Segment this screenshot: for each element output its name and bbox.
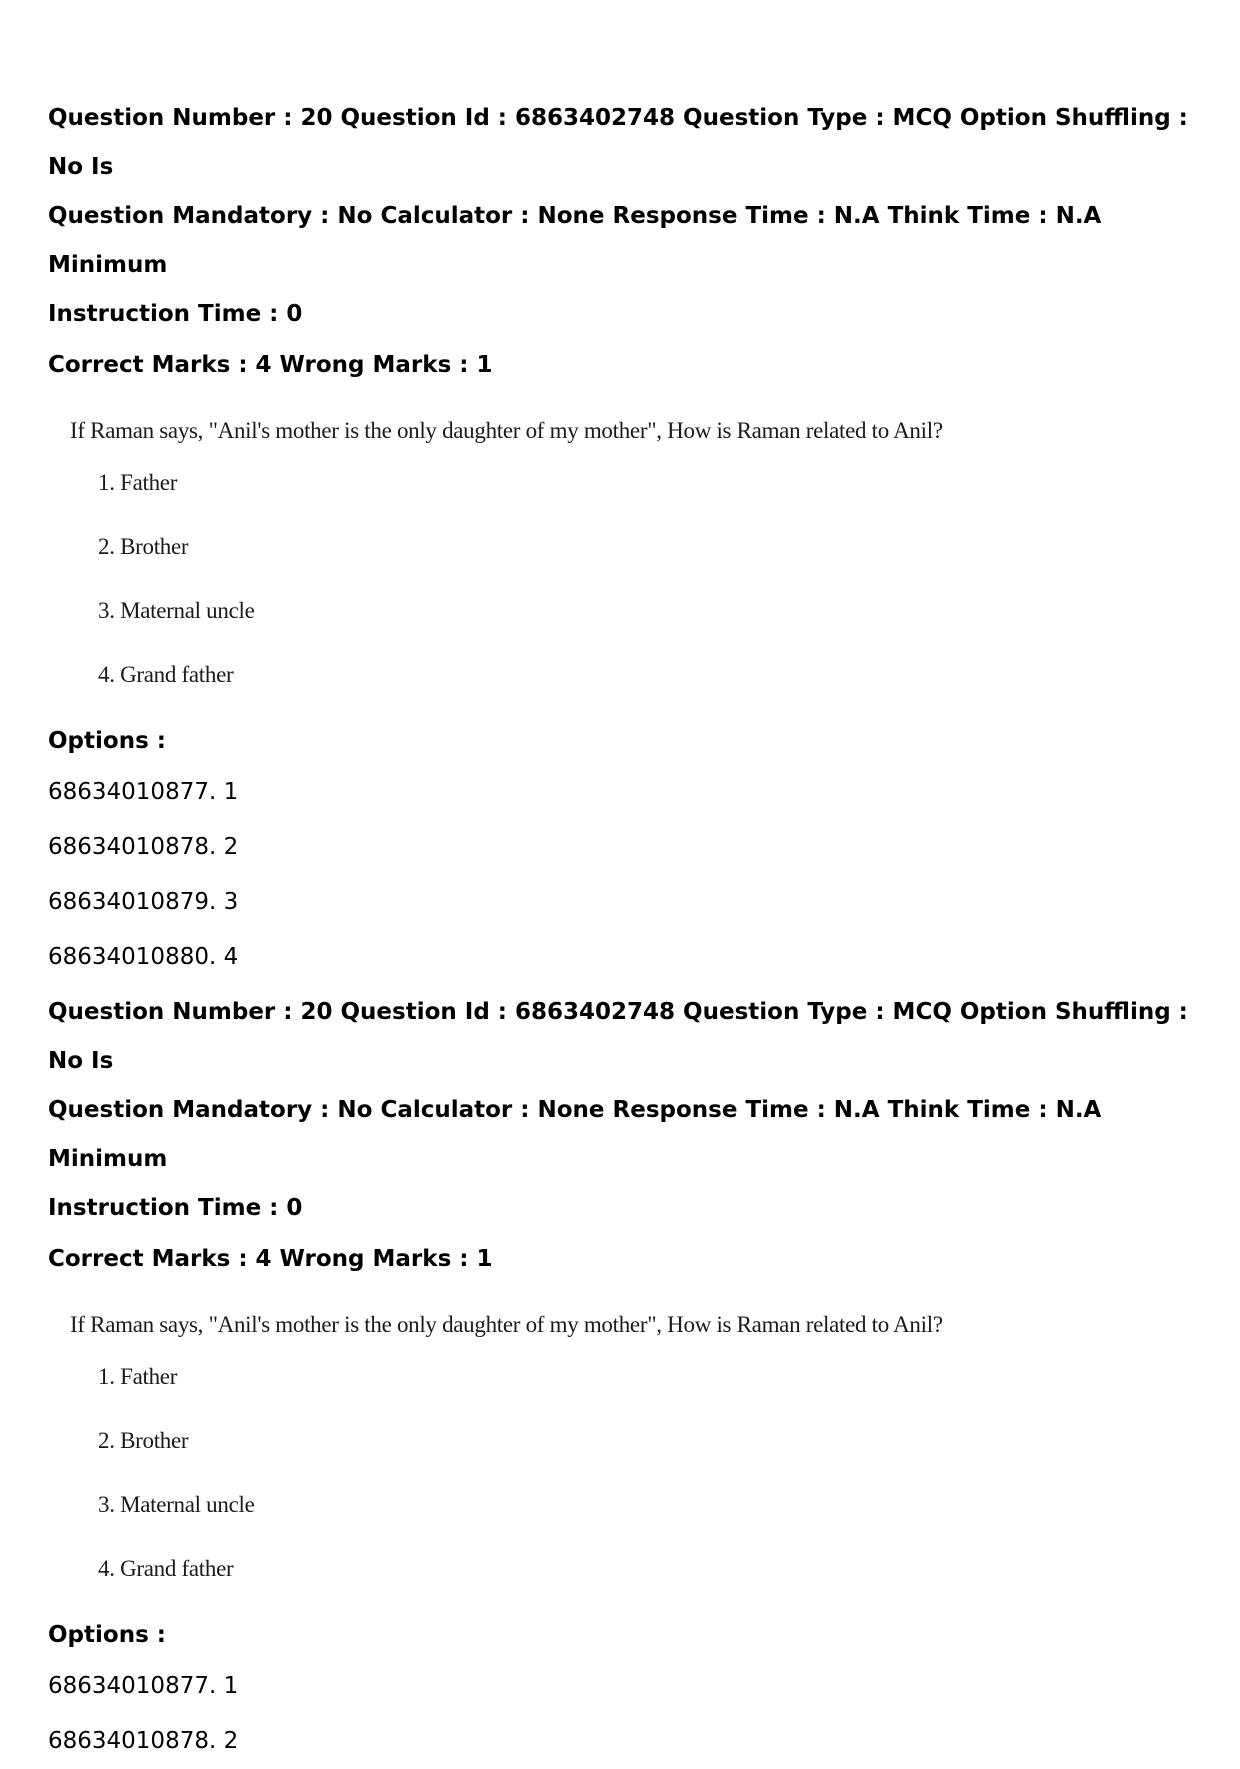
- option-row: 68634010879. 3: [48, 889, 239, 915]
- choice-item: 1. Father: [98, 470, 178, 495]
- marks-line: Correct Marks : 4 Wrong Marks : 1: [48, 1246, 493, 1272]
- option-row: 68634010878. 2: [48, 834, 239, 860]
- choice-item: 4. Grand father: [98, 1556, 234, 1581]
- choice-item: 3. Maternal uncle: [98, 598, 255, 623]
- option-row: 68634010878. 2: [48, 1728, 239, 1754]
- options-list: [48, 1659, 1208, 1769]
- choice-item: 1. Father: [98, 1364, 178, 1389]
- question-meta-line: Question Number : 20 Question Id : 6863402748 Question Type : MCQ Option Shuffling : No Is: [48, 999, 1188, 1074]
- choice-item: 3. Maternal uncle: [98, 1492, 255, 1517]
- question-meta-line: Question Mandatory : No Calculator : None Response Time : N.A Think Time : N.A Minimum: [48, 1097, 1102, 1172]
- choice-item: 4. Grand father: [98, 662, 234, 687]
- question-text: If Raman says, "Anil's mother is the only daughter of my mother", How is Raman related to Anil?: [70, 1312, 943, 1337]
- option-row: 68634010877. 1: [48, 779, 239, 805]
- options-heading: Options :: [48, 728, 166, 754]
- choice-item: 2. Brother: [98, 1428, 189, 1453]
- option-row: 68634010880. 4: [48, 944, 239, 970]
- choice-item: 2. Brother: [98, 534, 189, 559]
- options-heading: Options :: [48, 1622, 166, 1648]
- option-row: 68634010877. 1: [48, 1673, 239, 1699]
- question-image: [70, 411, 1208, 707]
- question-meta-line: Instruction Time : 0: [48, 301, 303, 327]
- question-meta-line: Question Number : 20 Question Id : 6863402748 Question Type : MCQ Option Shuffling : No Is: [48, 105, 1188, 180]
- question-block: [48, 94, 1208, 985]
- question-meta-line: Question Mandatory : No Calculator : None Response Time : N.A Think Time : N.A Minimum: [48, 203, 1102, 278]
- options-list: [48, 765, 1208, 985]
- question-image: [70, 1305, 1208, 1601]
- question-block: [48, 988, 1208, 1769]
- marks-line: Correct Marks : 4 Wrong Marks : 1: [48, 352, 493, 378]
- question-meta-line: Instruction Time : 0: [48, 1195, 303, 1221]
- question-text: If Raman says, "Anil's mother is the only daughter of my mother", How is Raman related to Anil?: [70, 418, 943, 443]
